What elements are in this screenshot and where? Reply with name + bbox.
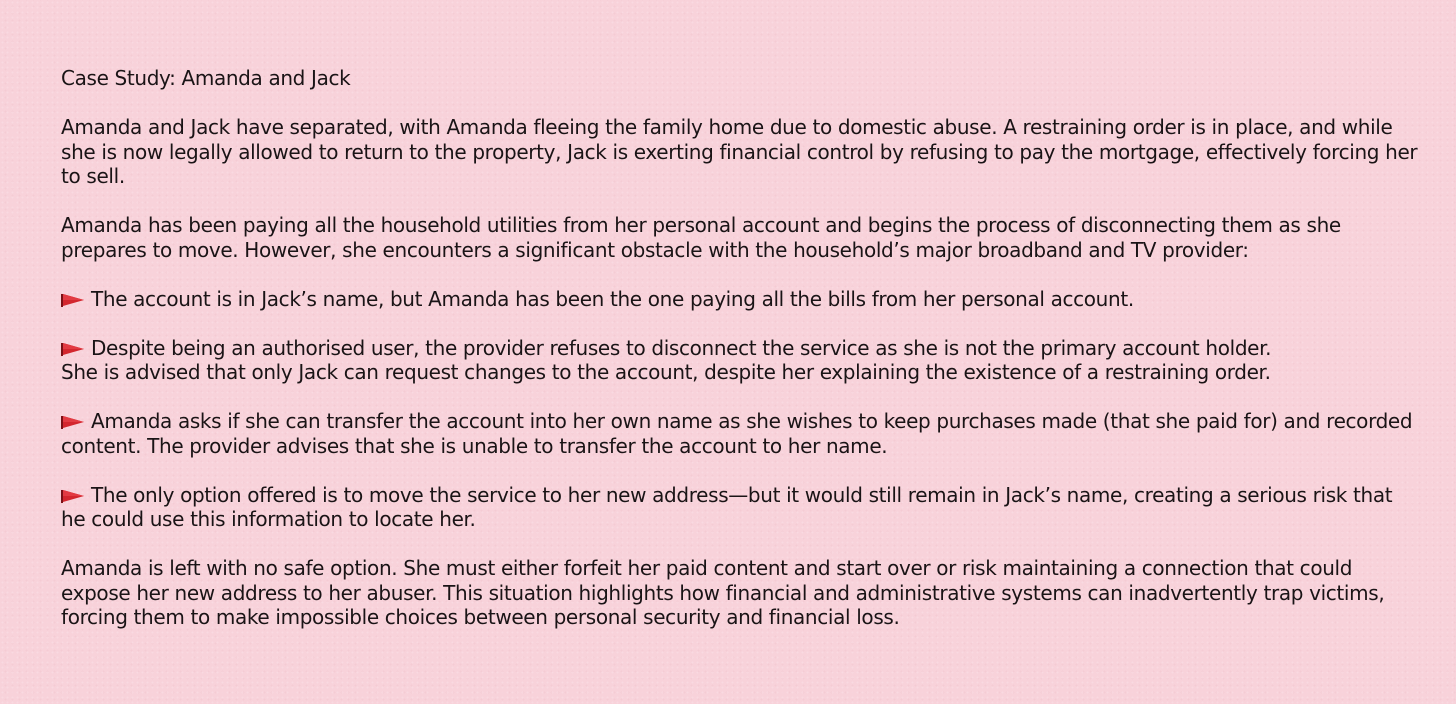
point-continuation-text: She is advised that only Jack can request changes to the account, despite her explaining the existence of a restraining order. bbox=[61, 360, 1271, 384]
context-paragraph: Amanda has been paying all the household utilities from her personal account and begins the process of disconnecting them as she prepares to move. However, she encounters a significant obstacle with the household’s major broadband and TV provider: bbox=[61, 213, 1341, 262]
point-item-4 bbox=[61, 483, 1421, 532]
red-flag-icon bbox=[61, 415, 85, 429]
point-item-1 bbox=[61, 287, 1421, 312]
point-text: The only option offered is to move the service to her new address—but it would still remain in Jack’s name, creating a serious risk that he could use this information to locate her. bbox=[61, 482, 1393, 531]
red-flag-icon bbox=[61, 489, 85, 503]
point-text: Amanda asks if she can transfer the account into her own name as she wishes to keep purchases made (that she paid for) and recorded content. The provider advises that she is unable to transfer the account to her name. bbox=[61, 409, 1413, 458]
point-text: Despite being an authorised user, the provider refuses to disconnect the service as she is not the primary account holder. bbox=[91, 335, 1272, 360]
document-title: Case Study: Amanda and Jack bbox=[61, 66, 351, 90]
point-text: The account is in Jack’s name, but Amanda has been the one paying all the bills from her personal account. bbox=[91, 286, 1134, 311]
point-item-3 bbox=[61, 409, 1421, 458]
red-flag-icon bbox=[61, 342, 85, 356]
conclusion-paragraph: Amanda is left with no safe option. She must either forfeit her paid content and start over or risk maintaining a connection that could expose her new address to her abuser. This situation highlights how financial and administrative systems can inadvertently trap victims, forcing them to make impossible choices between personal security and financial loss. bbox=[61, 556, 1385, 629]
intro-paragraph: Amanda and Jack have separated, with Amanda fleeing the family home due to domestic abuse. A restraining order is in place, and while she is now legally allowed to return to the property, Jack is exerting financial control by refusing to pay the mortgage, effectively forcing her to sell. bbox=[61, 115, 1418, 188]
point-item-2 bbox=[61, 336, 1421, 385]
red-flag-icon bbox=[61, 293, 85, 307]
case-study-document bbox=[61, 66, 1421, 654]
